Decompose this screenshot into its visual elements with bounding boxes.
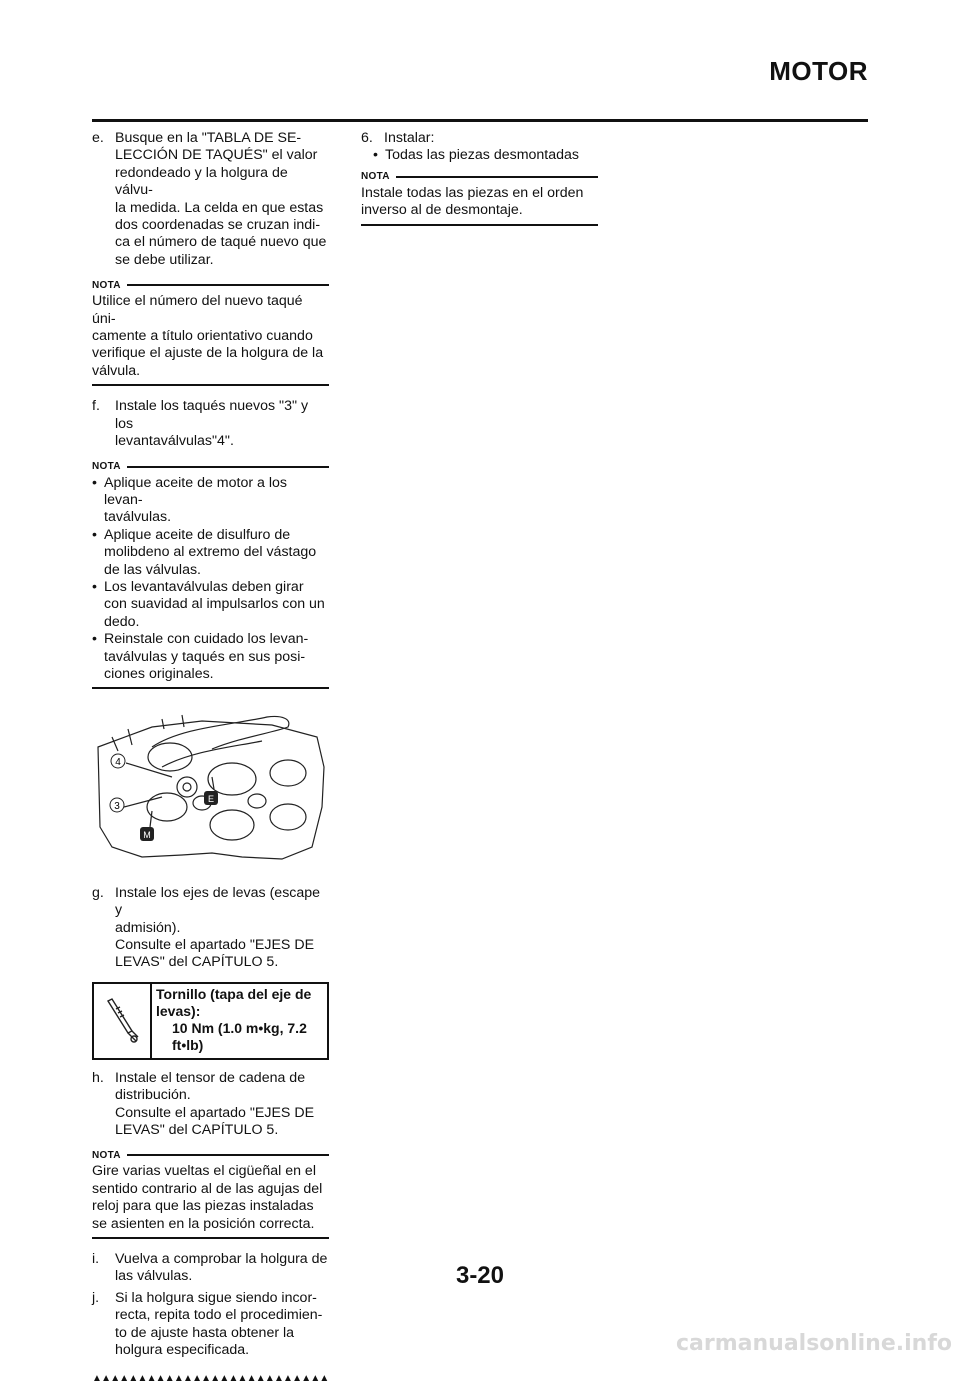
step-text: se debe utilizar. — [115, 251, 214, 268]
note-rule — [127, 466, 329, 468]
step-text: Instalar: — [384, 130, 435, 146]
note-rule — [127, 284, 329, 286]
step-label: e. — [92, 130, 104, 146]
section-end-marks: ▲▲▲▲▲▲▲▲▲▲▲▲▲▲▲▲▲▲▲▲▲▲▲▲▲▲ — [92, 1372, 329, 1384]
bullet-text: taválvulas. — [104, 509, 172, 526]
step-text: Instale el tensor de cadena de — [115, 1069, 306, 1086]
step-text: las válvulas. — [115, 1268, 193, 1285]
right-column — [361, 130, 598, 238]
bullet-text: Aplique aceite de motor a los levan- — [104, 474, 287, 508]
note-box — [92, 461, 329, 690]
step-6 — [361, 130, 598, 147]
bullet-text: Aplique aceite de disulfuro de — [104, 526, 291, 543]
step-text: Instale los ejes de levas (escape y — [115, 884, 321, 919]
step-text: Consulte el apartado "EJES DE — [115, 937, 315, 953]
note-text: Instale todas las piezas en el orden — [361, 184, 584, 201]
note-text: Gire varias vueltas el cigüeñal en el — [92, 1163, 316, 1180]
torque-part-name: Tornillo (tapa del eje de — [156, 985, 312, 1002]
step-text: LECCIÓN DE TAQUÉS" el valor — [115, 147, 318, 164]
bullet-item — [361, 147, 598, 164]
step-label: j. — [92, 1289, 100, 1306]
step-text: Si la holgura sigue siendo incor- — [115, 1289, 317, 1306]
bullet-dot: • — [373, 147, 378, 164]
callout-3: 3 — [114, 801, 120, 813]
step-text: admisión). — [115, 919, 181, 936]
oil-mark-m: M — [143, 830, 151, 841]
bullet-item — [92, 579, 329, 631]
torque-value: ft•lb) — [172, 1036, 204, 1053]
step-text: dos coordenadas se cruzan indi- — [115, 217, 321, 234]
note-rule — [127, 1154, 329, 1156]
step-text: Instale los taqués nuevos "3" y los — [115, 398, 309, 432]
note-heading: NOTA — [361, 171, 390, 183]
step-label: 6. — [361, 130, 373, 146]
step-g — [92, 885, 329, 972]
bullet-dot: • — [92, 631, 97, 648]
note-text: inverso al de desmontaje. — [361, 202, 523, 219]
note-text: sentido contrario al de las agujas del — [92, 1180, 323, 1197]
step-text: ca el número de taqué nuevo que — [115, 234, 327, 251]
note-text: Utilice el número del nuevo taqué úni- — [92, 293, 303, 327]
step-text: to de ajuste hasta obtener la — [115, 1324, 295, 1341]
note-heading: NOTA — [92, 460, 121, 472]
note-box — [92, 279, 329, 386]
step-text: redondeado y la holgura de válvu- — [115, 164, 288, 199]
step-h — [92, 1070, 329, 1140]
footer-watermark[interactable]: carmanualsonline.info — [676, 1331, 952, 1356]
step-text: Busque en la "TABLA DE SE- — [115, 130, 302, 146]
bullet-text: dedo. — [104, 613, 140, 630]
step-text: recta, repita todo el procedimien- — [115, 1307, 323, 1324]
bullet-item — [92, 527, 329, 579]
page-number: 3-20 — [455, 1262, 505, 1289]
step-label: f. — [92, 398, 100, 415]
note-text: reloj para que las piezas instaladas — [92, 1198, 314, 1215]
header-rule — [92, 119, 868, 122]
bullet-text: con suavidad al impulsarlos con un — [104, 596, 325, 613]
step-text: holgura especificada. — [115, 1342, 250, 1359]
note-box — [92, 1149, 329, 1239]
note-text: se asienten en la posición correcta. — [92, 1215, 315, 1232]
torque-part-name: levas): — [156, 1002, 201, 1019]
step-text: distribución. — [115, 1087, 191, 1104]
step-label: g. — [92, 884, 104, 901]
note-text: camente a título orientativo cuando — [92, 328, 313, 345]
step-j — [92, 1290, 329, 1360]
bullet-dot: • — [92, 578, 97, 595]
note-rule — [396, 176, 598, 178]
step-text: Vuelva a comprobar la holgura de — [115, 1251, 328, 1268]
step-text: LEVAS" del CAPÍTULO 5. — [115, 954, 279, 971]
bullet-item — [92, 475, 329, 527]
bullet-dot: • — [92, 474, 97, 491]
step-text: LEVAS" del CAPÍTULO 5. — [115, 1122, 279, 1139]
bullet-text: taválvulas y taqués en sus posi- — [104, 648, 306, 665]
bullet-text: Reinstale con cuidado los levan- — [104, 631, 309, 648]
torque-wrench-icon — [94, 984, 152, 1058]
page-header-title: MOTOR — [769, 56, 868, 86]
engine-illustration — [92, 707, 329, 867]
torque-spec-box — [92, 982, 329, 1060]
step-f — [92, 398, 329, 450]
bullet-text: ciones originales. — [104, 665, 214, 682]
bullet-text: molibdeno al extremo del vástago — [104, 544, 317, 561]
note-text: verifique el ajuste de la holgura de la — [92, 345, 324, 362]
step-label: i. — [92, 1251, 100, 1268]
left-column — [92, 130, 329, 1387]
note-heading: NOTA — [92, 279, 121, 291]
step-text: Consulte el apartado "EJES DE — [115, 1104, 315, 1121]
bullet-item — [92, 631, 329, 683]
oil-mark-e: E — [207, 794, 215, 805]
callout-4: 4 — [115, 757, 121, 769]
note-text: válvula. — [92, 362, 141, 379]
bullet-text: Los levantaválvulas deben girar — [104, 578, 304, 595]
bullet-dot: • — [92, 526, 97, 543]
step-text: levantaválvulas"4". — [115, 433, 234, 450]
step-e — [92, 130, 329, 269]
bullet-text: Todas las piezas desmontadas — [385, 147, 580, 164]
step-label: h. — [92, 1069, 104, 1086]
step-text: la medida. La celda en que estas — [115, 199, 324, 216]
note-box — [361, 171, 598, 226]
bullet-text: de las válvulas. — [104, 561, 201, 578]
torque-value: 10 Nm (1.0 m•kg, 7.2 — [172, 1019, 307, 1036]
note-heading: NOTA — [92, 1149, 121, 1161]
